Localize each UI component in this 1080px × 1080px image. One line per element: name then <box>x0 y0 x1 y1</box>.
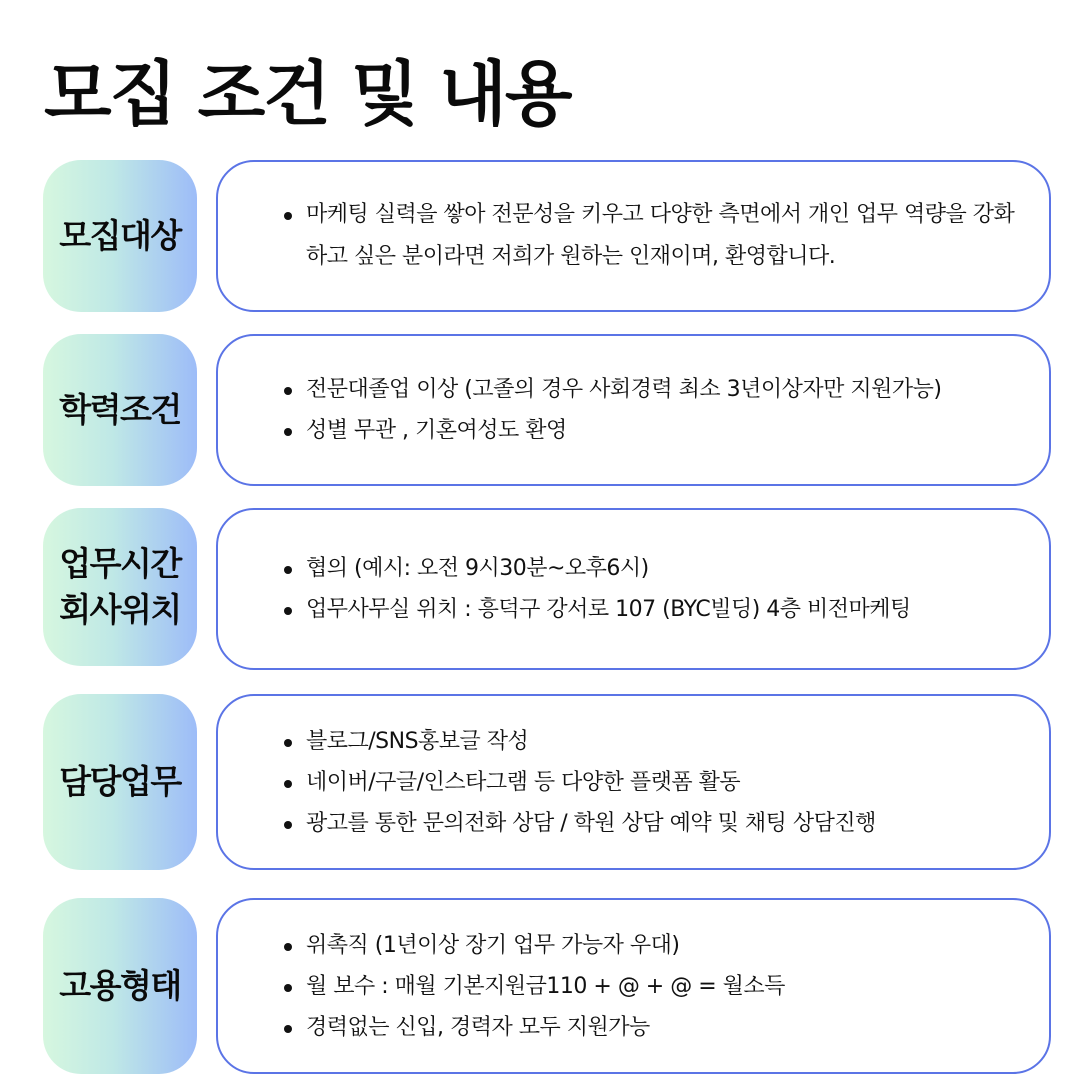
section-content-box <box>216 508 1051 670</box>
section-content-box <box>216 334 1051 486</box>
bullet-item: 업무사무실 위치 : 흥덕구 강서로 107 (BYC빌딩) 4층 비전마케팅 <box>284 589 1023 630</box>
page-title: 모집 조건 및 내용 <box>44 53 571 135</box>
section-employment-type <box>0 898 1080 1074</box>
bullet-item: 위촉직 (1년이상 장기 업무 가능자 우대) <box>284 925 1023 966</box>
section-education <box>0 334 1080 486</box>
bullet-item: 협의 (예시: 오전 9시30분~오후6시) <box>284 548 1023 589</box>
section-content-box <box>216 160 1051 312</box>
bullet-item: 블로그/SNS홍보글 작성 <box>284 721 1023 762</box>
bullet-item: 전문대졸업 이상 (고졸의 경우 사회경력 최소 3년이상자만 지원가능) <box>284 369 1023 410</box>
bullet-item: 경력없는 신입, 경력자 모두 지원가능 <box>284 1007 1023 1048</box>
section-label: 학력조건 <box>59 390 181 429</box>
section-label-box <box>43 160 197 312</box>
section-duties <box>0 694 1080 870</box>
bullet-item: 광고를 통한 문의전화 상담 / 학원 상담 예약 및 채팅 상담진행 <box>284 803 1023 844</box>
section-recruit-target <box>0 160 1080 312</box>
section-label-box <box>43 694 197 870</box>
bullet-list <box>284 194 1023 278</box>
bullet-list <box>284 925 1023 1048</box>
bullet-item: 월 보수 : 매월 기본지원금110 + @ + @ = 월소득 <box>284 966 1023 1007</box>
bullet-item: 마케팅 실력을 쌓아 전문성을 키우고 다양한 측면에서 개인 업무 역량을 강화하고 싶은 분이라면 저희가 원하는 인재이며, 환영합니다. <box>284 194 1023 278</box>
bullet-list <box>284 369 1023 451</box>
bullet-list <box>284 548 1023 630</box>
section-label: 업무시간 회사위치 <box>59 544 181 629</box>
section-label-box <box>43 508 197 666</box>
section-label: 모집대상 <box>59 216 181 255</box>
section-hours-location <box>0 508 1080 670</box>
section-label-box <box>43 898 197 1074</box>
section-content-box <box>216 898 1051 1074</box>
section-label: 고용형태 <box>59 966 181 1005</box>
section-label-box <box>43 334 197 486</box>
bullet-list <box>284 721 1023 844</box>
section-label: 담당업무 <box>59 762 181 801</box>
bullet-item: 성별 무관 , 기혼여성도 환영 <box>284 410 1023 451</box>
bullet-item: 네이버/구글/인스타그램 등 다양한 플랫폼 활동 <box>284 762 1023 803</box>
section-content-box <box>216 694 1051 870</box>
